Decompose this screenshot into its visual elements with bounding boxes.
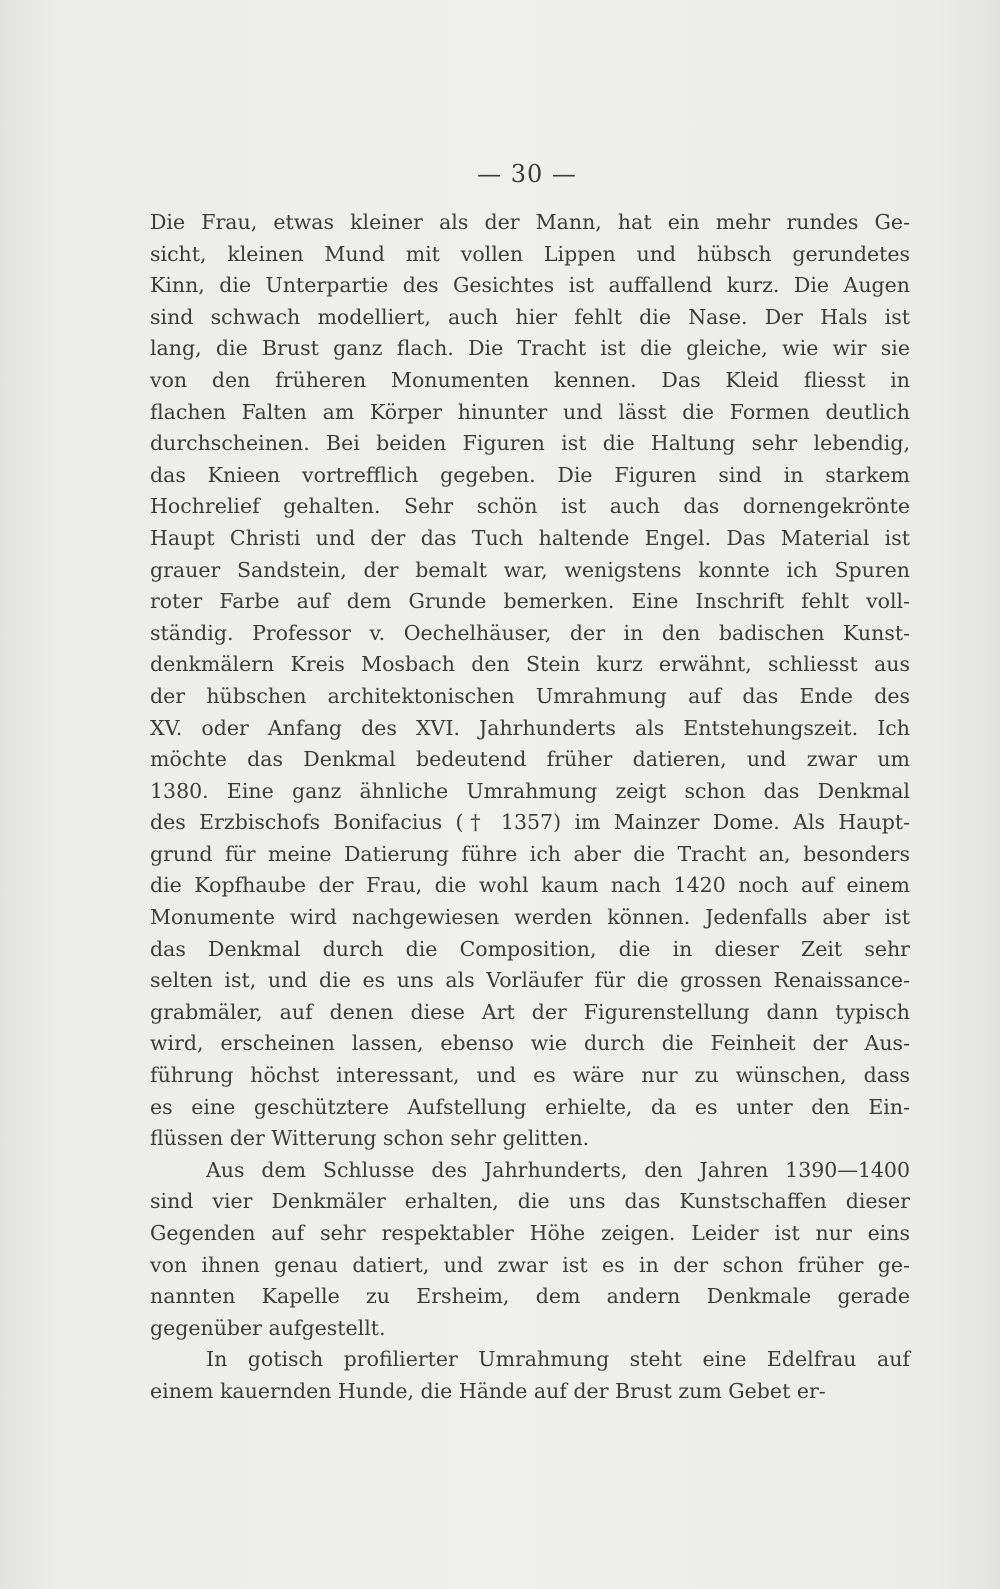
text-line: gegenüber aufgestellt. — [150, 1315, 386, 1340]
text-line: sicht, kleinen Mund mit vollen Lippen und hübsch gerundetes — [150, 241, 910, 266]
text-line: führung höchst interessant, und es wäre nur zu wünschen, dass — [150, 1063, 910, 1088]
text-line: Haupt Christi und der das Tuch haltende Engel. Das Material ist — [150, 525, 910, 550]
text-line: grauer Sandstein, der bemalt war, wenigstens konnte ich Spuren — [150, 557, 910, 582]
text-line: Monumente wird nachgewiesen werden können. Jedenfalls aber ist — [150, 905, 910, 930]
text-line: flachen Falten am Körper hinunter und lässt die Formen deutlich — [150, 399, 910, 424]
text-line: möchte das Denkmal bedeutend früher datieren, und zwar um — [150, 747, 910, 772]
text-line: nannten Kapelle zu Ersheim, dem andern Denkmale gerade — [150, 1284, 910, 1309]
text-line: grund für meine Datierung führe ich aber die Tracht an, besonders — [150, 841, 910, 866]
text-line: 1380. Eine ganz ähnliche Umrahmung zeigt schon das Denkmal — [150, 778, 910, 803]
paragraph — [150, 1344, 910, 1407]
text-line: Aus dem Schlusse des Jahrhunderts, den Jahren 1390—1400 — [206, 1157, 910, 1182]
text-line: ständig. Professor v. Oechelhäuser, der in den badischen Kunst- — [150, 620, 910, 645]
text-line: Die Frau, etwas kleiner als der Mann, hat ein mehr rundes Ge- — [150, 210, 910, 234]
paragraph — [150, 1155, 910, 1345]
text-line: das Knieen vortrefflich gegeben. Die Figuren sind in starkem — [150, 462, 910, 487]
body-text — [150, 207, 910, 1408]
text-line: sind schwach modelliert, auch hier fehlt die Nase. Der Hals ist — [150, 304, 910, 329]
text-line: Kinn, die Unterpartie des Gesichtes ist auffallend kurz. Die Augen — [150, 273, 910, 298]
text-line: Gegenden auf sehr respektabler Höhe zeigen. Leider ist nur eins — [150, 1221, 910, 1245]
text-line: grabmäler, auf denen diese Art der Figurenstellung dann typisch — [150, 999, 910, 1024]
text-line: es eine geschütztere Aufstellung erhielte, da es unter den Ein- — [150, 1094, 910, 1119]
text-line: durchscheinen. Bei beiden Figuren ist die Haltung sehr lebendig, — [150, 431, 910, 456]
text-line: flüssen der Witterung schon sehr gelitten. — [150, 1126, 590, 1151]
text-line: von den früheren Monumenten kennen. Das Kleid fliesst in — [150, 367, 910, 392]
text-line: von ihnen genau datiert, und zwar ist es in der schon früher ge- — [150, 1252, 910, 1277]
text-line: roter Farbe auf dem Grunde bemerken. Eine Inschrift fehlt voll- — [150, 589, 910, 614]
text-line: des Erzbischofs Bonifacius († 1357) im Mainzer Dome. Als Haupt- — [150, 810, 910, 835]
text-line: die Kopfhaube der Frau, die wohl kaum nach 1420 noch auf einem — [150, 873, 910, 898]
text-line: der hübschen architektonischen Umrahmung auf das Ende des — [150, 683, 910, 708]
text-line: wird, erscheinen lassen, ebenso wie durch die Feinheit der Aus- — [150, 1031, 910, 1056]
page-number: — 30 — — [477, 160, 577, 188]
text-line: einem kauernden Hunde, die Hände auf der Brust zum Gebet er- — [150, 1378, 826, 1403]
text-line: In gotisch profilierter Umrahmung steht eine Edelfrau auf — [206, 1347, 910, 1372]
text-line: denkmälern Kreis Mosbach den Stein kurz erwähnt, schliesst aus — [150, 652, 910, 677]
paragraph — [150, 207, 910, 1155]
text-line: das Denkmal durch die Composition, die in dieser Zeit sehr — [150, 936, 910, 961]
text-line: Hochrelief gehalten. Sehr schön ist auch das dornengekrönte — [150, 494, 910, 519]
text-line: sind vier Denkmäler erhalten, die uns das Kunstschaffen dieser — [150, 1189, 910, 1214]
text-line: selten ist, und die es uns als Vorläufer für die grossen Renaissance- — [150, 968, 910, 993]
text-line: lang, die Brust ganz flach. Die Tracht ist die gleiche, wie wir sie — [150, 336, 910, 361]
text-line: XV. oder Anfang des XVI. Jahrhunderts als Entstehungszeit. Ich — [150, 715, 910, 740]
